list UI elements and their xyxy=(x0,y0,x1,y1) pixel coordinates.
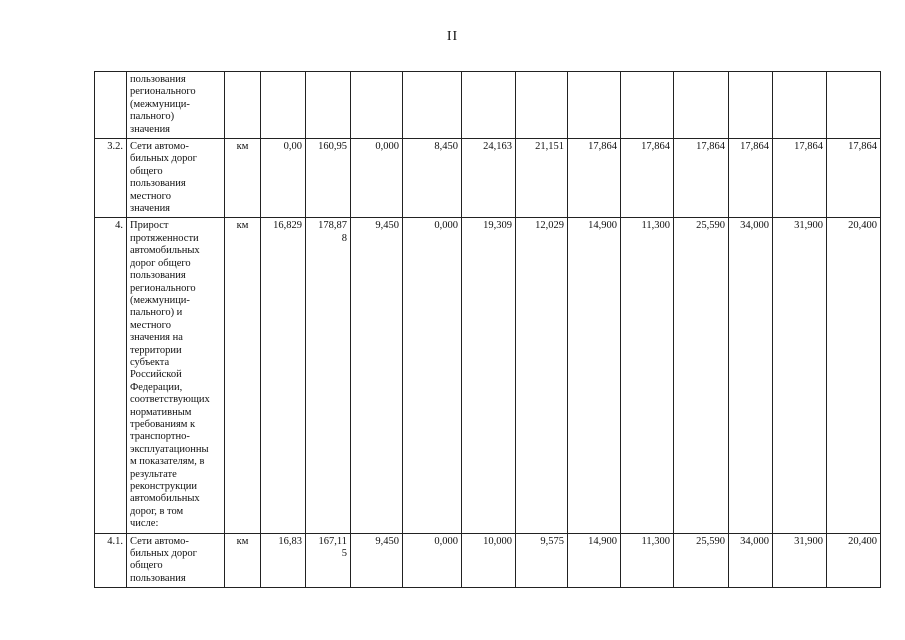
value-cell: 14,900 xyxy=(568,218,621,533)
value-cell: 21,151 xyxy=(516,139,568,218)
value-cell: 31,900 xyxy=(773,533,827,588)
value-cell: 9,450 xyxy=(351,218,403,533)
value-cell: 20,400 xyxy=(827,218,881,533)
row-code xyxy=(95,72,127,139)
row-code: 4.1. xyxy=(95,533,127,588)
road-length-table xyxy=(94,71,881,588)
value-cell: 0,000 xyxy=(403,218,462,533)
value-cell: 31,900 xyxy=(773,218,827,533)
value-cell: 25,590 xyxy=(674,218,729,533)
value-cell xyxy=(621,72,674,139)
row-label: пользования регионального (межмуници- пального) значения xyxy=(127,72,225,139)
row-code: 4. xyxy=(95,218,127,533)
table-row xyxy=(95,139,881,218)
value-cell: 14,900 xyxy=(568,533,621,588)
value-cell: 0,000 xyxy=(351,139,403,218)
value-cell: 16,829 xyxy=(261,218,306,533)
value-cell: 0,00 xyxy=(261,139,306,218)
row-unit: км xyxy=(225,218,261,533)
row-label: Сети автомо- бильных дорог общего пользования xyxy=(127,533,225,588)
value-cell: 10,000 xyxy=(462,533,516,588)
row-label: Прирост протяженности автомобильных дорог общего пользования регионального (межмуници- пального) и местного значения на территории субъекта Российской Федерации, соответствующих нормативным требованиям к транспортно- эксплуатационны м показателям, в результате реконструкции автомобильных дорог, в том числе: xyxy=(127,218,225,533)
value-cell: 17,864 xyxy=(773,139,827,218)
value-cell: 11,300 xyxy=(621,533,674,588)
value-cell: 8,450 xyxy=(403,139,462,218)
value-cell: 167,11 5 xyxy=(306,533,351,588)
row-code: 3.2. xyxy=(95,139,127,218)
value-cell: 24,163 xyxy=(462,139,516,218)
value-cell: 9,575 xyxy=(516,533,568,588)
value-cell: 160,95 xyxy=(306,139,351,218)
value-cell xyxy=(351,72,403,139)
value-cell: 20,400 xyxy=(827,533,881,588)
value-cell: 17,864 xyxy=(729,139,773,218)
value-cell xyxy=(403,72,462,139)
value-cell: 11,300 xyxy=(621,218,674,533)
table-row xyxy=(95,218,881,533)
value-cell: 17,864 xyxy=(827,139,881,218)
table-row xyxy=(95,72,881,139)
value-cell xyxy=(827,72,881,139)
value-cell xyxy=(568,72,621,139)
value-cell: 178,87 8 xyxy=(306,218,351,533)
row-label: Сети автомо- бильных дорог общего пользования местного значения xyxy=(127,139,225,218)
value-cell: 17,864 xyxy=(568,139,621,218)
value-cell: 0,000 xyxy=(403,533,462,588)
value-cell: 17,864 xyxy=(621,139,674,218)
value-cell xyxy=(462,72,516,139)
value-cell xyxy=(306,72,351,139)
value-cell: 9,450 xyxy=(351,533,403,588)
value-cell: 19,309 xyxy=(462,218,516,533)
value-cell xyxy=(674,72,729,139)
value-cell: 17,864 xyxy=(674,139,729,218)
table-row xyxy=(95,533,881,588)
row-unit xyxy=(225,72,261,139)
value-cell xyxy=(261,72,306,139)
value-cell: 34,000 xyxy=(729,218,773,533)
row-unit: км xyxy=(225,139,261,218)
value-cell: 12,029 xyxy=(516,218,568,533)
value-cell: 25,590 xyxy=(674,533,729,588)
row-unit: км xyxy=(225,533,261,588)
value-cell xyxy=(516,72,568,139)
value-cell: 16,83 xyxy=(261,533,306,588)
value-cell xyxy=(773,72,827,139)
page-number: II xyxy=(446,29,459,44)
value-cell: 34,000 xyxy=(729,533,773,588)
value-cell xyxy=(729,72,773,139)
